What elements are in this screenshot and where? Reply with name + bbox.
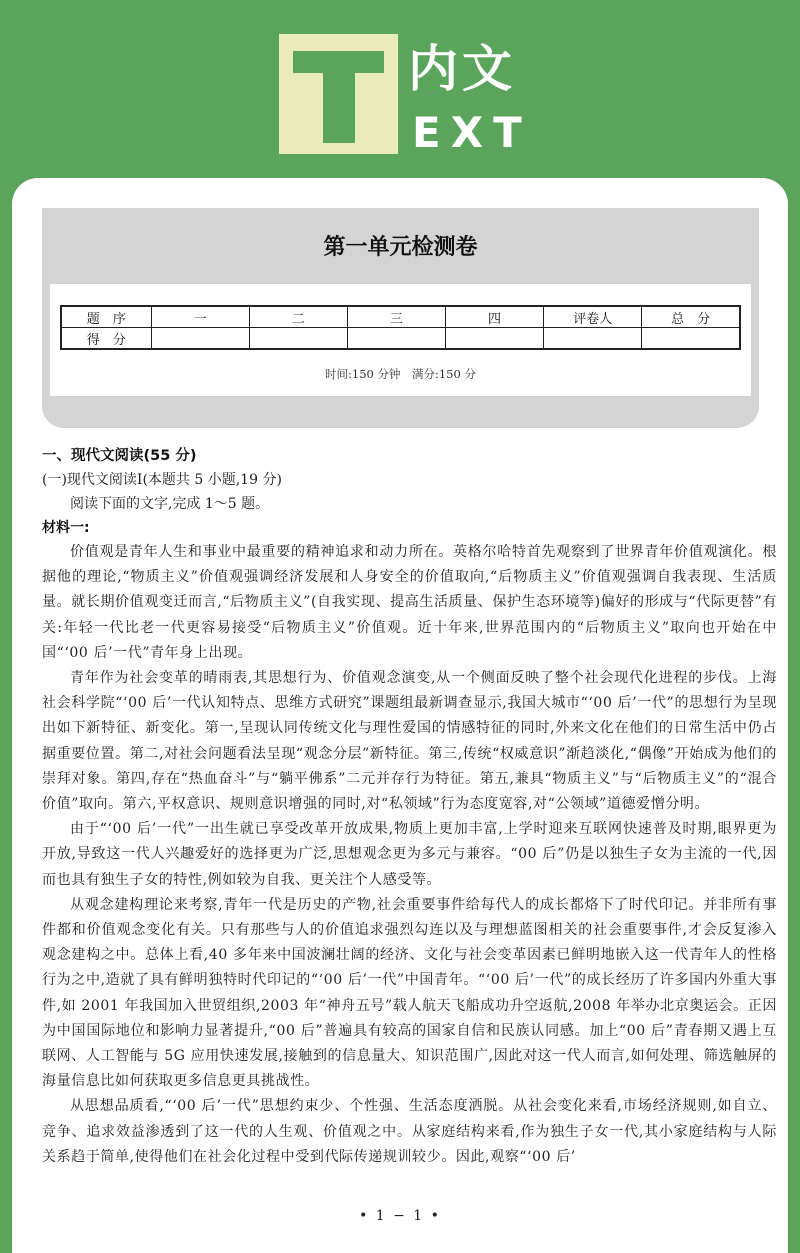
score-input-cell[interactable]: [642, 328, 740, 350]
paragraph: 从观念建构理论来考察,青年一代是历史的产物,社会重要事件给每代人的成长都烙下了时代印记。并非所有事件都和价值观念变化有关。只有那些与人的价值追求强烈勾连以及与理想蓝图相关的社会重要事件,才会反复渗入观念建构之中。总体上看,40 多年来中国波澜壮阔的经济、文化与社会变革因素已鲜明地嵌入这一代青年人的性格行为之中,造就了具有鲜明独特时代印记的“‘00 后’一代”中国青年。“‘00 后’一代”的成长经历了许多国内外重大事件,如 2001 年我国加入世贸组织,2003 年“神舟五号”载人航天飞船成功升空返航,2008 年举办北京奥运会。正因为中国国际地位和影响力显著提升,“00 后”普遍具有较高的国家自信和民族认同感。加上“00 后”青春期又遇上互联网、人工智能与 5G 应用快速发展,接触到的信息量大、知识范围广,因此对这一代人而言,如何处理、筛选触屏的海量信息比如何获取更多信息更具挑战性。: [42, 896, 777, 1090]
score-cell: 四: [445, 306, 543, 328]
instruction: 阅读下面的文字,完成 1～5 题。: [70, 496, 270, 512]
header-title-cn: 内文: [408, 40, 516, 98]
paragraph: 价值观是青年人生和事业中最重要的精神追求和动力所在。英格尔哈特首先观察到了世界青年价值观演化。根据他的理论,“物质主义”价值观强调经济发展和人身安全的价值取向,“后物质主义”价值观强调自我表现、生活质量。就长期价值观变迁而言,“后物质主义”(自我实现、提高生活质量、保护生态环境等)偏好的形成与“代际更替”有关:年轻一代比老一代更容易接受“后物质主义”价值观。近十年来,世界范围内的“后物质主义”取向也开始在中国“‘00 后’一代”青年身上出现。: [42, 544, 777, 661]
paper-sheet: [12, 178, 788, 1253]
section-title: 一、现代文阅读(55 分): [42, 448, 197, 464]
score-cell: 评卷人: [544, 306, 642, 328]
score-input-cell[interactable]: [347, 328, 445, 350]
t-logo-icon: [279, 34, 398, 154]
score-cell: 总 分: [642, 306, 740, 328]
page-number: • 1 − 1 •: [359, 1208, 441, 1224]
score-input-cell[interactable]: [544, 328, 642, 350]
reading-content: [42, 444, 777, 1170]
score-cell: 题 序: [61, 306, 151, 328]
paragraph: 由于“‘00 后’一代”一出生就已享受改革开放成果,物质上更加丰富,上学时迎来互联网快速普及时期,眼界更为开放,导致这一代人兴趣爱好的选择更为广泛,思想观念更为多元与兼容。“00 后”仍是以独生子女为主流的一代,因而也具有独生子女的特性,例如较为自我、更关注个人感受等。: [42, 821, 777, 888]
material-label: 材料一:: [42, 520, 90, 536]
score-input-cell[interactable]: [445, 328, 543, 350]
score-panel: [50, 284, 751, 396]
score-input-cell[interactable]: [151, 328, 249, 350]
header-title-en: EXT: [412, 108, 532, 157]
score-cell: 三: [347, 306, 445, 328]
paragraph: 青年作为社会变革的晴雨表,其思想行为、价值观念演变,从一个侧面反映了整个社会现代化进程的步伐。上海社会科学院“‘00 后’一代认知特点、思维方式研究”课题组最新调查显示,我国大城市“‘00 后’一代”的思想行为呈现出如下新特征、新变化。第一,呈现认同传统文化与理性爱国的情感特征的同时,外来文化在他们的日常生活中仍占据重要位置。第二,对社会问题看法呈现“观念分层”新特征。第三,传统“权威意识”渐趋淡化,“偶像”开始成为他们的崇拜对象。第四,存在“热血奋斗”与“躺平佛系”二元并存行为特征。第五,兼具“物质主义”与“后物质主义”的“混合价值”取向。第六,平权意识、规则意识增强的同时,对“私领域”行为态度宽容,对“公领域”道德爱憎分明。: [42, 670, 777, 813]
score-table-header-row: [61, 306, 740, 328]
score-input-cell[interactable]: [249, 328, 347, 350]
exam-title: 第一单元检测卷: [323, 234, 478, 260]
paragraph: 从思想品质看,“‘00 后’一代”思想约束少、个性强、生活态度洒脱。从社会变化来看,市场经济规则,如自立、竞争、追求效益渗透到了这一代的人生观、价值观之中。从家庭结构来看,作为独生子女一代,其小家庭结构与人际关系趋于简单,使得他们在社会化过程中受到代际传递规训较少。因此,观察“‘00 后’: [42, 1098, 777, 1165]
score-cell: 二: [249, 306, 347, 328]
sub-section-title: (一)现代文阅读Ⅰ(本题共 5 小题,19 分): [42, 472, 282, 488]
score-row-label: 得 分: [61, 328, 151, 350]
time-info: 时间:150 分钟 满分:150 分: [325, 367, 476, 381]
score-table: [60, 305, 741, 350]
exam-header-card: [42, 208, 759, 428]
score-table-score-row: [61, 328, 740, 350]
score-cell: 一: [151, 306, 249, 328]
header-banner: [0, 0, 800, 175]
